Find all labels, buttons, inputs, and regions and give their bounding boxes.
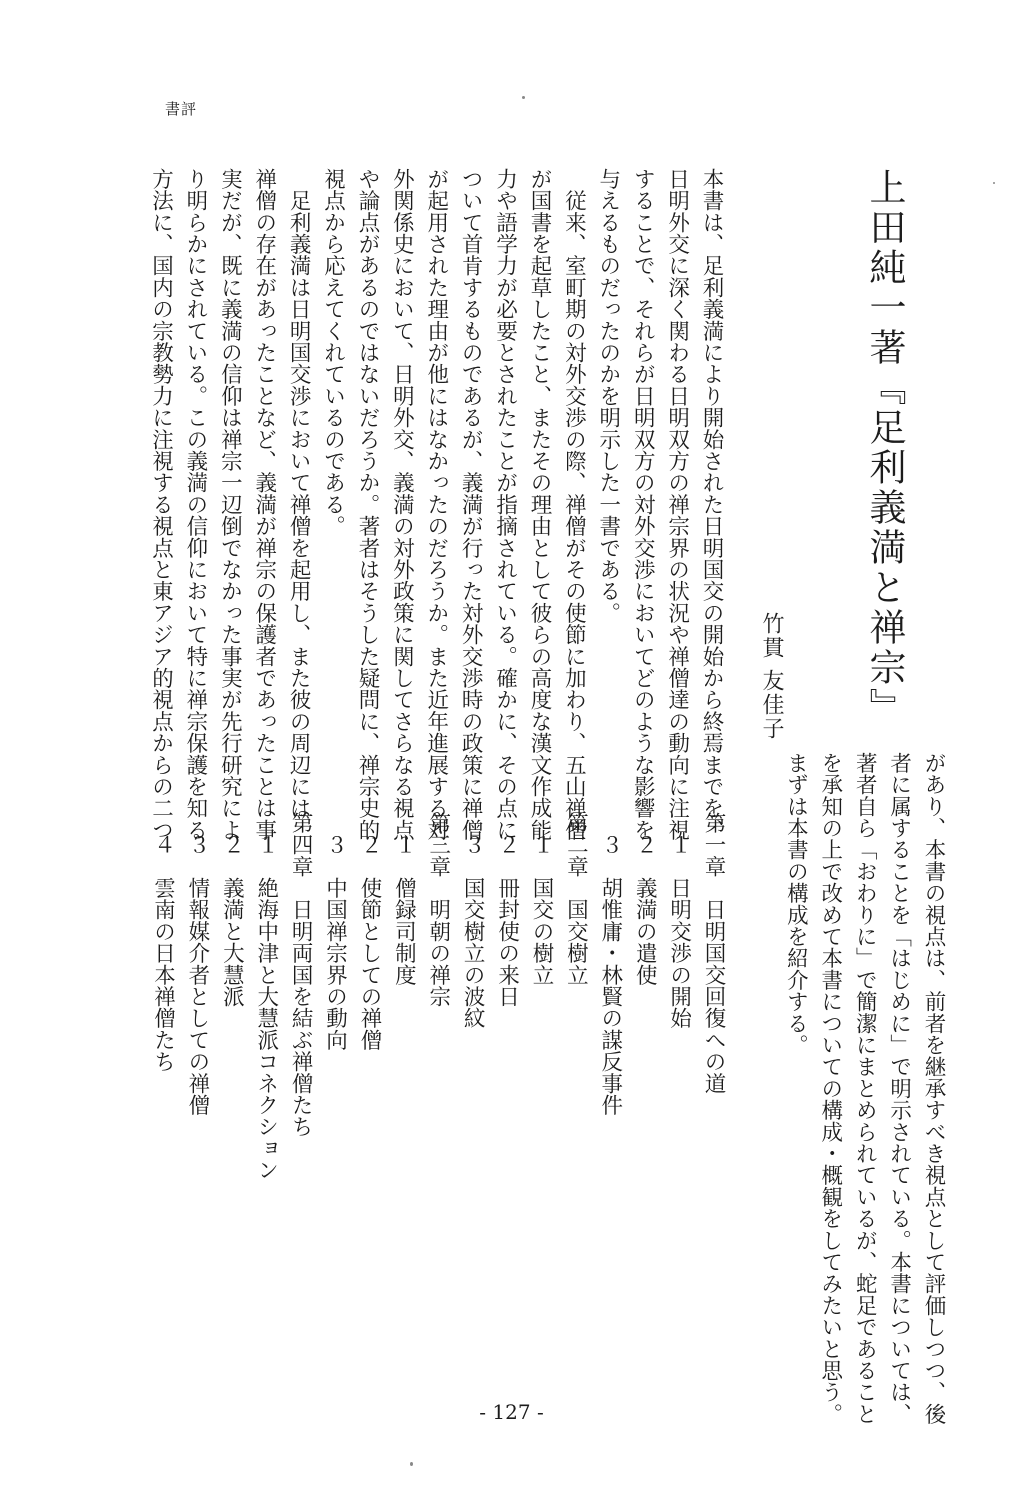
toc-section: ３ 国交樹立の波紋	[460, 812, 486, 1029]
scan-speck	[522, 96, 525, 99]
toc-section: ２ 義満の遣使	[632, 812, 658, 986]
text-line: 力や語学力が必要とされたことが指摘されている。確かに、その点に	[492, 168, 518, 841]
article-title: 上田純一著『足利義満と禅宗』	[863, 168, 906, 728]
toc-chapter-1: 第一章 日明国交回復への道	[701, 812, 726, 1095]
section-label: 書評	[165, 100, 198, 118]
scan-speck	[410, 1462, 413, 1466]
toc-section: １ 僧録司制度	[391, 812, 417, 986]
table-of-contents	[150, 812, 730, 1432]
text-line: 従来、室町期の対外交渉の際、禅僧がその使節に加わり、五山禅僧	[561, 168, 587, 841]
toc-section: ２ 冊封使の来日	[494, 812, 520, 1008]
text-line: が起用された理由が他にはなかったのだろうか。また近年進展する対	[423, 168, 449, 841]
text-line: 本書は、足利義満により開始された日明国交の開始から終焉までを、	[699, 168, 724, 841]
toc-section: ２ 義満と大慧派	[219, 812, 245, 1008]
toc-chapter-3: 第三章 明朝の禅宗	[425, 812, 451, 1008]
toc-section: １ 絶海中津と大慧派コネクション	[253, 812, 279, 1181]
text-line: 実だが、既に義満の信仰は禅宗一辺倒でなかった事実が先行研究によ	[217, 168, 243, 841]
body-text-upper	[148, 168, 728, 841]
text-line: 著者自ら「おわりに」で簡潔にまとめられているが、蛇足であること	[852, 752, 878, 1425]
text-line: 与えるものだったのかを明示した一書である。	[595, 168, 621, 624]
article-author: 竹貫 友佳子	[759, 612, 784, 741]
text-line: があり、本書の視点は、前者を継承すべき視点として評価しつつ、後	[921, 752, 946, 1425]
text-line: 視点から応えてくれているのである。	[320, 168, 346, 537]
toc-section: ４ 雲南の日本禅僧たち	[150, 812, 176, 1073]
toc-section: ３ 情報媒介者としての禅僧	[184, 812, 210, 1116]
text-line: り明らかにされている。この義満の信仰において特に禅宗保護を知る	[182, 168, 208, 841]
body-text-lower	[760, 752, 950, 1425]
text-line: 日明外交に深く関わる日明双方の禅宗界の状況や禅僧達の動向に注視	[664, 168, 690, 841]
toc-section: ３ 中国禅宗界の動向	[322, 812, 348, 1051]
page-number: - 127 -	[479, 1400, 544, 1424]
text-line: 足利義満は日明国交渉において禅僧を起用し、また彼の周辺には	[286, 168, 312, 819]
text-line: 者に属することを「はじめに」で明示されている。本書については、	[886, 752, 912, 1425]
scan-speck	[993, 182, 995, 184]
text-line: が国書を起草したこと、またその理由として彼らの高度な漢文作成能	[526, 168, 552, 841]
text-line: を承知の上で改めて本書についての構成・概観をしてみたいと思う。	[817, 752, 843, 1425]
toc-chapter-2: 第二章 国交樹立	[563, 812, 589, 986]
text-line: 方法に、国内の宗教勢力に注視する視点と東アジア的視点からの二つ	[148, 168, 174, 841]
toc-chapter-4: 第四章 日明両国を結ぶ禅僧たち	[288, 812, 314, 1138]
text-line: ついて首肯するものであるが、義満が行った対外交渉時の政策に禅僧	[458, 168, 484, 841]
toc-section: ３ 胡惟庸・林賢の謀反事件	[597, 812, 623, 1116]
text-line: 外関係史において、日明外交、義満の対外政策に関してさらなる視点	[389, 168, 415, 841]
toc-section: １ 日明交渉の開始	[666, 812, 692, 1029]
text-line: まずは本書の構成を紹介する。	[783, 752, 809, 1056]
toc-section: ２ 使節としての禅僧	[356, 812, 382, 1051]
text-line: 禅僧の存在があったことなど、義満が禅宗の保護者であったことは事	[251, 168, 277, 841]
text-line: することで、それらが日明双方の対外交渉においてどのような影響を	[630, 168, 656, 841]
toc-section: １ 国交の樹立	[528, 812, 554, 986]
text-line: や論点があるのではないだろうか。著者はそうした疑問に、禅宗史的	[354, 168, 380, 841]
